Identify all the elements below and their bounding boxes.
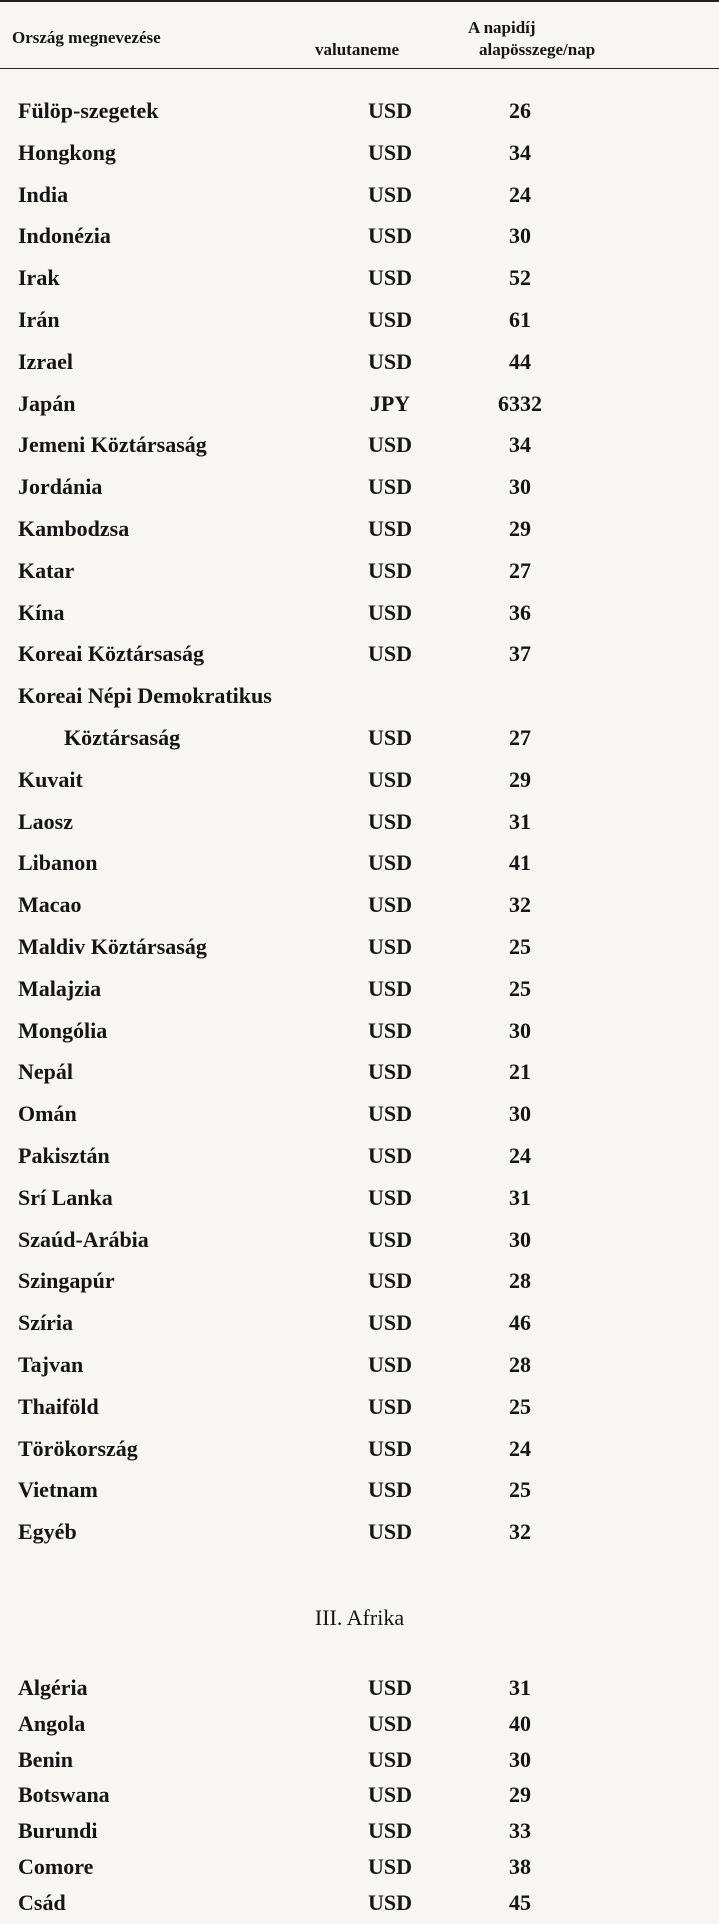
currency-code: USD	[367, 1854, 412, 1879]
amount-column-header: alapösszege/nap	[479, 40, 596, 59]
daily-amount: 29	[509, 1782, 531, 1808]
currency-code: USD	[367, 1226, 412, 1252]
table-row	[0, 140, 719, 174]
daily-amount: 24	[509, 181, 531, 207]
country-name: Kína	[18, 599, 65, 625]
country-name: Irak	[18, 265, 60, 291]
country-name: Szingapúr	[18, 1268, 115, 1294]
daily-amount: 30	[509, 1746, 531, 1772]
currency-code: USD	[367, 1519, 412, 1545]
daily-amount: 41	[509, 850, 531, 876]
country-name: Jordánia	[18, 474, 103, 500]
currency-code: USD	[367, 892, 412, 918]
daily-amount: 28	[509, 1268, 531, 1294]
currency-code: USD	[367, 975, 412, 1001]
country-name: Srí Lanka	[18, 1184, 113, 1210]
country-name: Algéria	[18, 1675, 88, 1700]
table-header	[0, 0, 719, 70]
country-name: Csád	[18, 1889, 66, 1915]
daily-amount: 30	[509, 1017, 531, 1043]
currency-code: USD	[367, 1017, 412, 1043]
country-name: Tajvan	[18, 1352, 84, 1377]
table-row	[0, 600, 719, 634]
table-row	[0, 1854, 719, 1888]
country-name: Malajzia	[18, 975, 102, 1001]
table-row	[0, 265, 719, 299]
country-name: Pakisztán	[18, 1143, 110, 1168]
currency-code: USD	[367, 1393, 412, 1419]
currency-code: USD	[367, 181, 412, 207]
country-name: Thaiföld	[18, 1393, 99, 1419]
country-name: Comore	[18, 1854, 94, 1879]
daily-amount: 27	[509, 557, 531, 583]
daily-amount: 38	[509, 1854, 531, 1879]
table-row	[0, 1818, 719, 1852]
daily-amount: 26	[509, 98, 531, 123]
currency-code: USD	[367, 1675, 412, 1700]
table-row	[0, 1675, 719, 1709]
country-name: Jemeni Köztársaság	[18, 432, 207, 458]
daily-amount: 24	[509, 1435, 531, 1461]
table-row	[0, 1310, 719, 1344]
section-title-africa: III. Afrika	[314, 1605, 405, 1630]
daily-amount: 32	[509, 892, 531, 918]
currency-code: USD	[367, 1710, 412, 1736]
country-name: Libanon	[18, 850, 98, 876]
currency-code: USD	[367, 1059, 412, 1085]
daily-amount: 29	[509, 766, 531, 792]
daily-amount: 40	[509, 1710, 531, 1736]
currency-code: USD	[367, 1889, 412, 1915]
daily-amount: 34	[509, 432, 531, 458]
table-row	[0, 1059, 719, 1093]
country-name: Kuvait	[18, 766, 83, 792]
currency-code: USD	[367, 1184, 412, 1210]
daily-amount: 31	[509, 1184, 531, 1210]
currency-code: USD	[367, 1268, 412, 1294]
currency-code: USD	[367, 1477, 412, 1503]
currency-code: USD	[367, 934, 412, 959]
daily-amount: 25	[509, 934, 531, 959]
currency-code: USD	[367, 766, 412, 792]
currency-code: USD	[367, 725, 412, 750]
daily-amount: 30	[509, 474, 531, 500]
table-row	[0, 809, 719, 843]
table-row	[0, 1268, 719, 1302]
daily-amount: 25	[509, 1477, 531, 1503]
currency-code: USD	[367, 307, 412, 332]
table-row	[0, 516, 719, 550]
table-row	[0, 1352, 719, 1386]
daily-amount: 24	[509, 1143, 531, 1168]
daily-amount: 34	[509, 139, 531, 165]
daily-amount: 45	[509, 1889, 531, 1915]
daily-amount: 6332	[498, 390, 542, 416]
currency-code: USD	[367, 557, 412, 583]
country-name: Omán	[18, 1101, 77, 1127]
country-name: Benin	[18, 1746, 74, 1772]
table-row	[0, 1436, 719, 1470]
table-row	[0, 182, 719, 216]
country-name: Törökország	[18, 1435, 138, 1461]
daily-amount: 31	[509, 808, 531, 834]
country-name: Maldiv Köztársaság	[18, 934, 207, 959]
currency-code: USD	[367, 432, 412, 458]
daily-amount: 25	[509, 975, 531, 1001]
country-name: Indonézia	[18, 223, 111, 249]
table-row	[0, 1711, 719, 1745]
country-name: Laosz	[18, 808, 73, 834]
country-name: India	[18, 181, 69, 207]
currency-code: USD	[367, 98, 412, 123]
country-name: Vietnam	[18, 1477, 98, 1503]
table-row	[0, 1143, 719, 1177]
table-row	[0, 307, 719, 341]
currency-code: USD	[367, 850, 412, 876]
header-rule	[0, 68, 719, 69]
currency-code: USD	[367, 641, 412, 667]
daily-amount: 37	[509, 641, 531, 667]
table-row	[0, 1747, 719, 1781]
currency-code: JPY	[369, 390, 411, 416]
currency-code: USD	[367, 1310, 412, 1336]
country-name: Fülöp-szegetek	[18, 98, 159, 123]
table-row	[0, 683, 719, 717]
country-name: Hongkong	[18, 139, 116, 165]
country-name: Angola	[18, 1710, 86, 1736]
daily-amount: 52	[509, 265, 531, 291]
table-row	[0, 1477, 719, 1511]
table-row	[0, 850, 719, 884]
daily-amount: 32	[509, 1519, 531, 1545]
currency-column-header: valutaneme	[315, 40, 400, 59]
currency-code: USD	[367, 139, 412, 165]
table-row	[0, 474, 719, 508]
table-row	[0, 767, 719, 801]
country-name: Nepál	[18, 1059, 73, 1085]
country-name: Izrael	[18, 348, 73, 374]
table-row	[0, 1782, 719, 1816]
daily-amount: 61	[509, 307, 531, 332]
country-column-header: Ország megnevezése	[12, 28, 161, 47]
currency-code: USD	[367, 1143, 412, 1168]
table-row	[0, 558, 719, 592]
table-row	[0, 641, 719, 675]
country-name: Koreai Köztársaság	[18, 641, 204, 667]
table-row	[0, 1185, 719, 1219]
country-name: Botswana	[18, 1782, 110, 1808]
currency-code: USD	[367, 808, 412, 834]
currency-code: USD	[367, 348, 412, 374]
table-row	[0, 391, 719, 425]
currency-code: USD	[367, 1101, 412, 1127]
daily-amount: 31	[509, 1675, 531, 1700]
daily-amount: 44	[509, 348, 531, 374]
table-row	[0, 1101, 719, 1135]
table-row-continuation	[0, 725, 719, 759]
country-name: Japán	[18, 390, 76, 416]
daily-amount: 25	[509, 1393, 531, 1419]
currency-code: USD	[367, 265, 412, 291]
daily-amount: 36	[509, 599, 531, 625]
daily-amount: 27	[509, 725, 531, 750]
currency-code: USD	[367, 1435, 412, 1461]
country-name: Szíria	[18, 1310, 73, 1336]
table-row	[0, 1018, 719, 1052]
table-row	[0, 349, 719, 383]
currency-code: USD	[367, 516, 412, 541]
table-row	[0, 1519, 719, 1553]
country-name: Burundi	[18, 1818, 98, 1844]
table-row	[0, 976, 719, 1010]
napidij-header: A napidíj	[468, 18, 536, 37]
currency-code: USD	[367, 599, 412, 625]
currency-code: USD	[367, 1782, 412, 1808]
country-name: Szaúd-Arábia	[18, 1226, 149, 1252]
table-row	[0, 223, 719, 257]
daily-amount: 21	[509, 1059, 531, 1085]
daily-amount: 30	[509, 223, 531, 249]
country-name: Egyéb	[18, 1519, 77, 1545]
daily-amount: 46	[509, 1310, 531, 1336]
table-row	[0, 1394, 719, 1428]
currency-code: USD	[367, 474, 412, 500]
daily-amount: 28	[509, 1352, 531, 1377]
country-name: Macao	[18, 892, 82, 918]
daily-amount: 30	[509, 1101, 531, 1127]
table-row	[0, 892, 719, 926]
country-name: Koreai Népi Demokratikus	[18, 683, 272, 709]
table-row	[0, 432, 719, 466]
daily-amount: 30	[509, 1226, 531, 1252]
daily-amount: 33	[509, 1818, 531, 1844]
country-name: Mongólia	[18, 1017, 108, 1043]
currency-code: USD	[367, 1746, 412, 1772]
table-row	[0, 98, 719, 132]
daily-amount: 29	[509, 516, 531, 541]
table-row	[0, 1227, 719, 1261]
country-name: Irán	[18, 307, 60, 332]
currency-code: USD	[367, 1818, 412, 1844]
table-row	[0, 934, 719, 968]
country-name-line2: Köztársaság	[64, 725, 181, 750]
currency-code: USD	[367, 1352, 412, 1377]
country-name: Katar	[18, 557, 75, 583]
country-name: Kambodzsa	[18, 516, 130, 541]
currency-code: USD	[367, 223, 412, 249]
